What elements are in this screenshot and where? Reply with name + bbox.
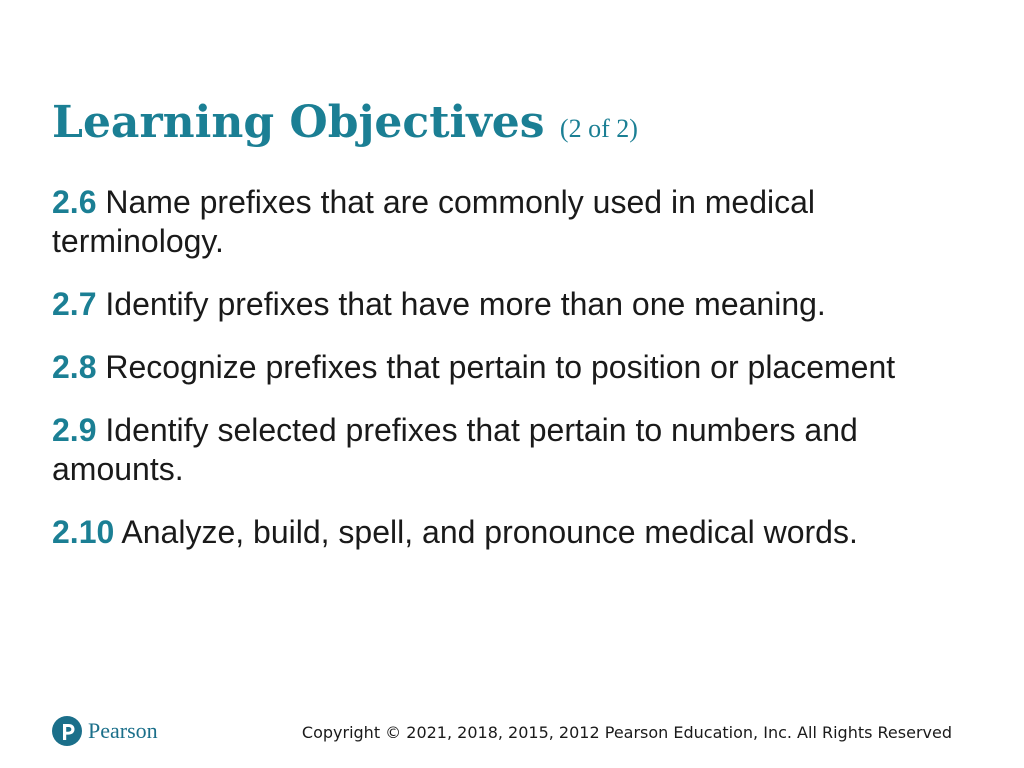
objective-number: 2.8 [52,349,97,385]
objectives-list [52,183,982,576]
slide-title-suffix: (2 of 2) [559,114,638,143]
objective-text: Identify prefixes that have more than one meaning. [105,286,826,322]
objective-text: Recognize prefixes that pertain to position or placement [105,349,896,385]
objective-number: 2.7 [52,286,97,322]
slide-title-main: Learning Objectives [52,97,545,148]
objective-number: 2.9 [52,412,97,448]
objective-number: 2.10 [52,514,115,550]
copyright-notice: Copyright © 2021, 2018, 2015, 2012 Pearson Education, Inc. All Rights Reserved [301,723,952,742]
objective-item [52,513,982,552]
objective-number: 2.6 [52,184,97,220]
objective-text: Identify selected prefixes that pertain to numbers and amounts. [52,412,858,487]
objective-item [52,285,982,324]
pearson-logo-icon [52,716,82,746]
objective-item [52,183,982,261]
pearson-logo [52,715,158,747]
objective-text: Name prefixes that are commonly used in medical terminology. [52,184,816,259]
objective-item [52,348,982,387]
slide-title [52,96,638,156]
objective-text: Analyze, build, spell, and pronounce medical words. [121,514,858,550]
pearson-brand-text: Pearson [88,718,158,743]
objective-item [52,411,982,489]
